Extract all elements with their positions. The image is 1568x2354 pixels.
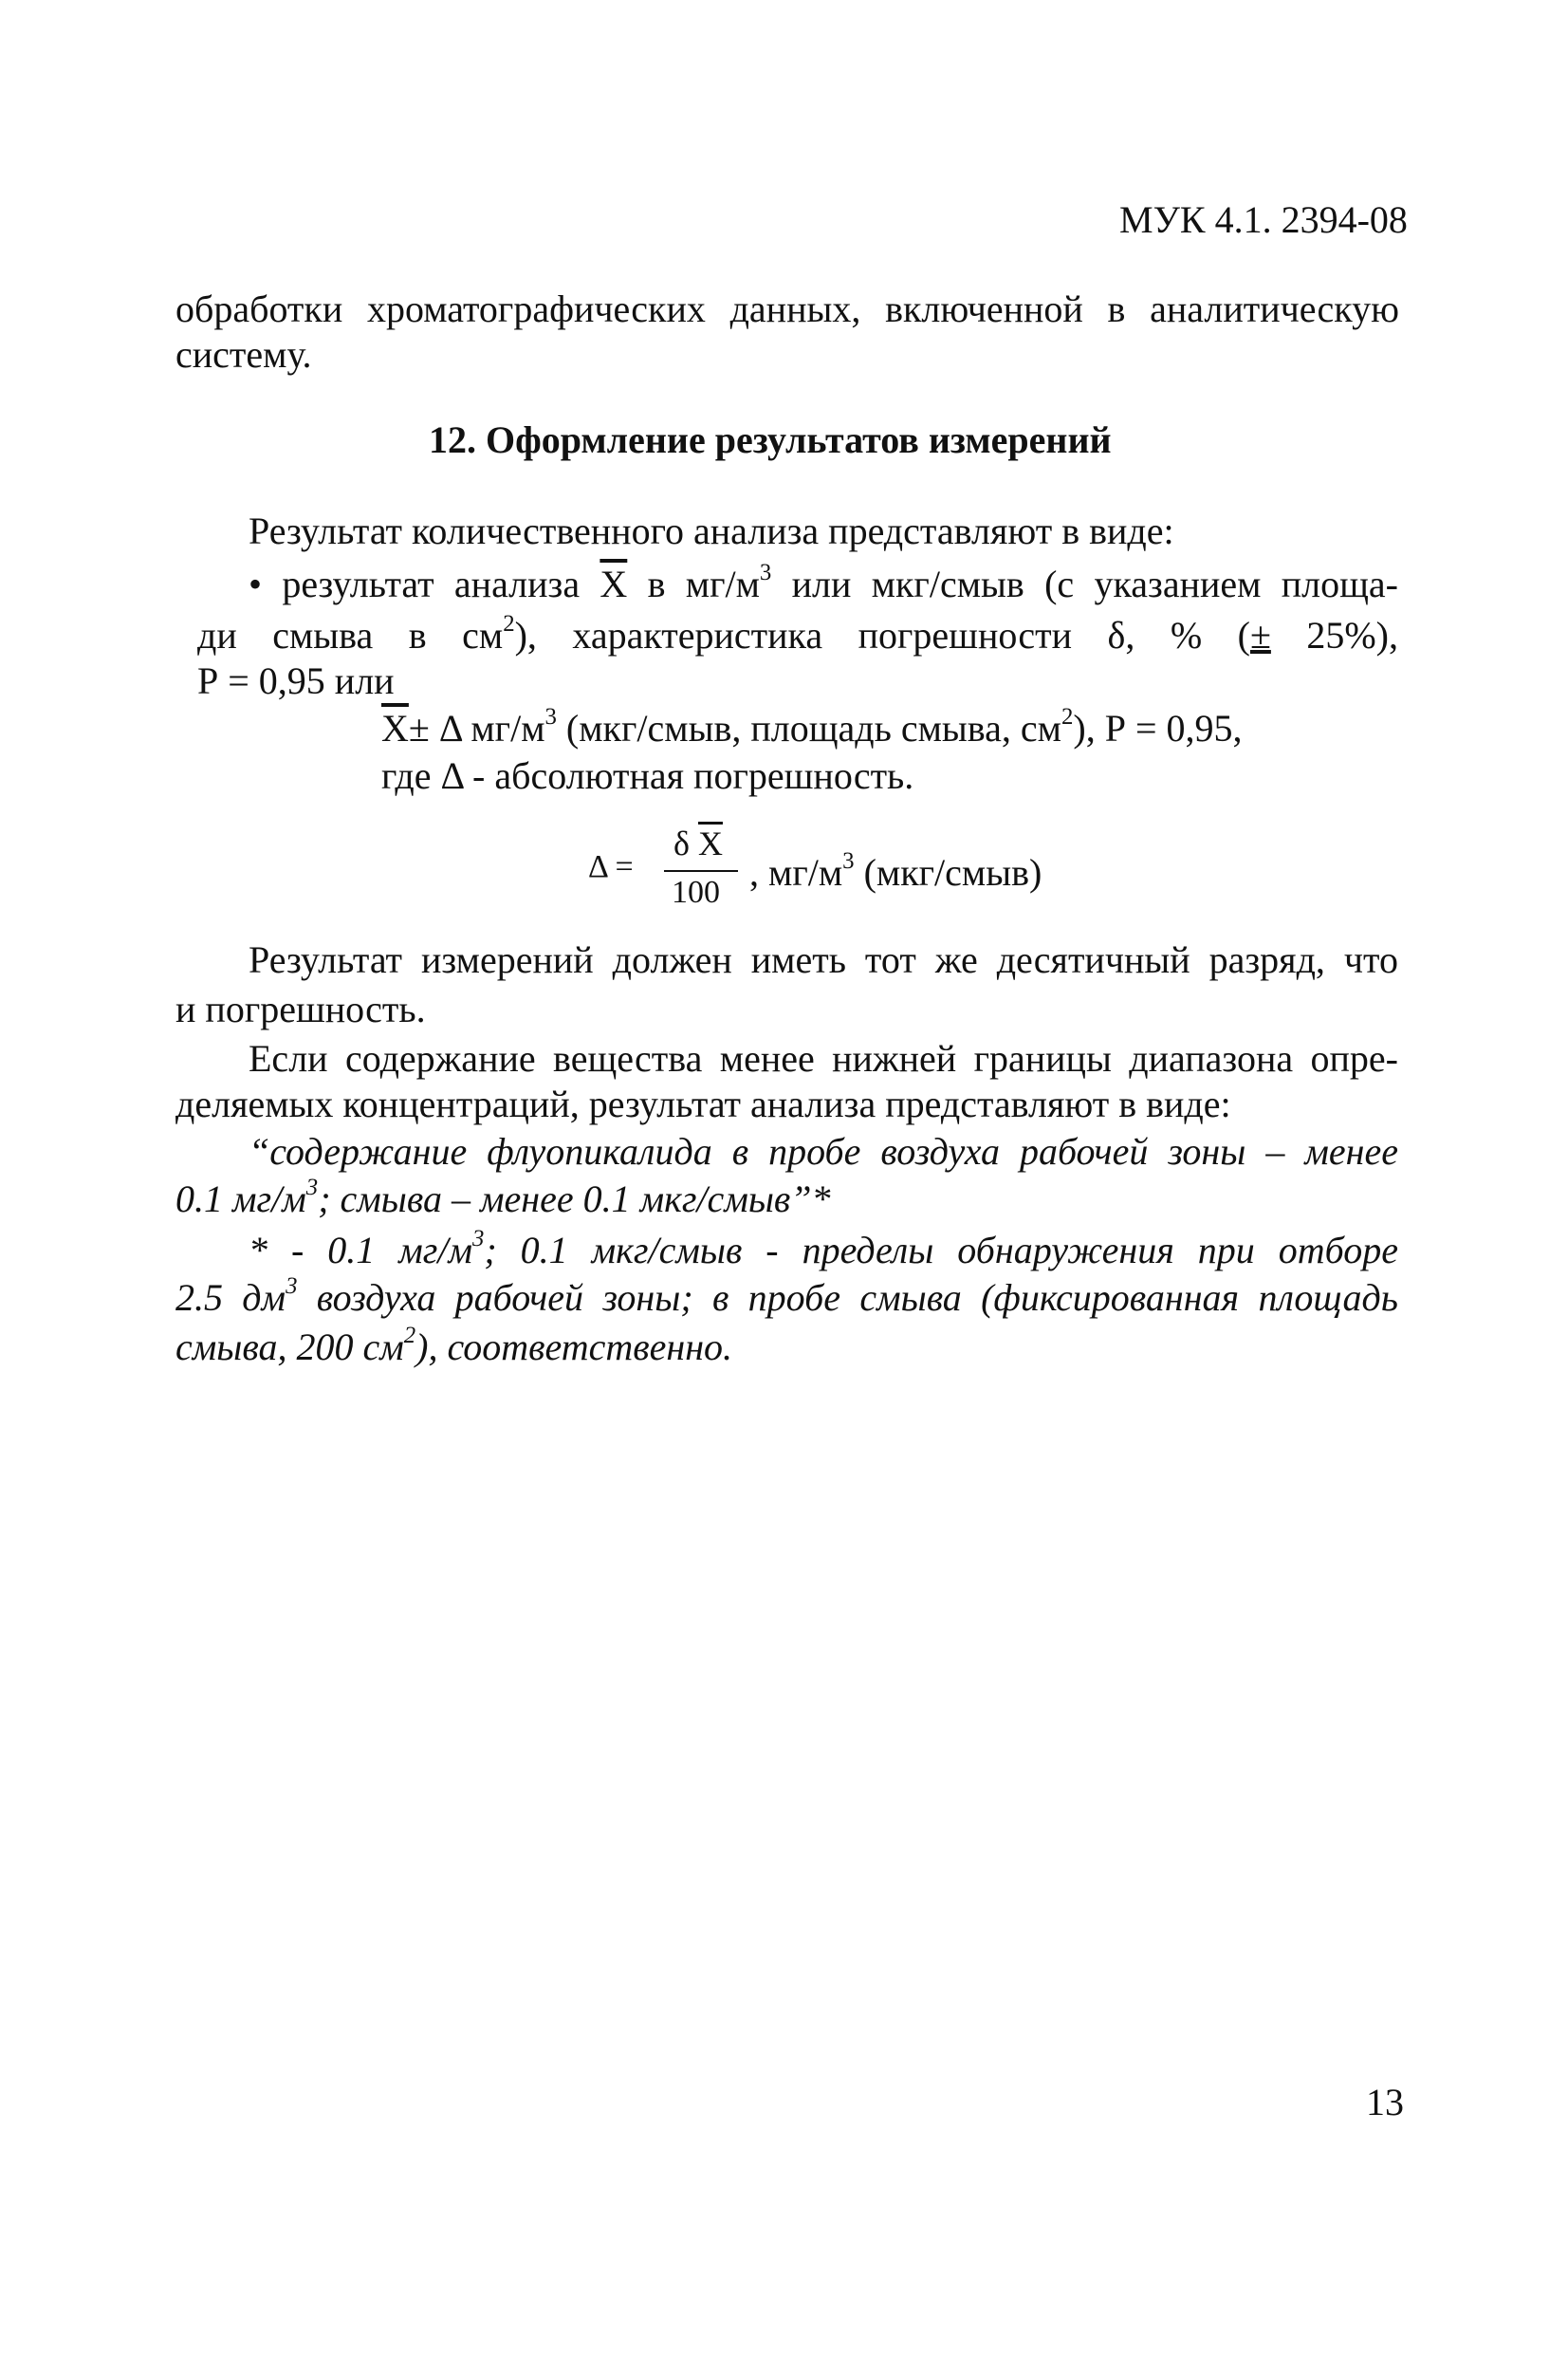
quote-line-2: 0.1 $мг/м^3$; смыва – менее 0.1 мкг/смыв”* <box>175 1174 831 1220</box>
results-lead: Результат количественного анализа представляют в виде: <box>249 510 1174 552</box>
results-bullet-line-1: • результат анализа $\overline{X}$ в $мг/м^3$ или мкг/смыв (с указанием площа- <box>249 559 1398 605</box>
document-code: МУК 4.1. 2394-08 <box>1119 198 1408 241</box>
results-line-5: где Δ - абсолютная погрешность. <box>381 754 914 797</box>
x-mean-symbol: $\overline{X}$ <box>600 563 628 605</box>
delta-formula <box>588 824 1081 918</box>
quote-line-1: “содержание флуопикалида в пробе воздуха рабочей зоны – менее <box>249 1130 1398 1173</box>
section-title: 12. Оформление результатов измерений <box>429 418 1112 461</box>
intro-line-2: систему. <box>175 333 312 376</box>
precision-line-2: и погрешность. <box>175 988 426 1030</box>
precision-line-1: Результат измерений должен иметь тот же десятичный разряд, что <box>249 938 1398 981</box>
results-bullet-line-3: Р = 0,95 или <box>197 659 395 702</box>
page-number: 13 <box>1366 2081 1404 2123</box>
results-bullet-line-2: ди смыва в $см^2$), характеристика погрешности δ, % (± 25%), <box>197 610 1399 657</box>
formula-denominator: 100 <box>672 875 720 910</box>
lower-limit-line-2: деляемых концентраций, результат анализа представляют в виде: <box>175 1083 1231 1125</box>
footnote-line-1: * - 0.1 $мг/м^3$; 0.1 мкг/смыв - пределы обнаружения при отборе <box>249 1225 1398 1271</box>
formula-lhs: Δ = <box>588 849 634 884</box>
results-line-4: $\overline{X}\pm \Delta$ $мг/м^3$ (мкг/смыв, площадь смыва, $см^2$), Р = 0,95, <box>381 703 1243 750</box>
fraction-bar <box>664 870 738 872</box>
bullet-icon: • <box>249 563 263 605</box>
formula-unit: , $мг/м^3$ (мкг/смыв) <box>749 847 1042 894</box>
footnote-line-2: 2.5 $дм^3$ воздуха рабочей зоны; в пробе смыва (фиксированная площадь <box>175 1272 1398 1319</box>
intro-line-1: обработки хроматографических данных, включенной в аналитическую <box>175 287 1399 330</box>
lower-limit-line-1: Если содержание вещества менее нижней границы диапазона опре- <box>249 1037 1398 1080</box>
footnote-line-3: смыва, 200 $см^2$), соответственно. <box>175 1322 733 1368</box>
formula-numerator: δ $\overline{X}$ <box>673 825 723 862</box>
